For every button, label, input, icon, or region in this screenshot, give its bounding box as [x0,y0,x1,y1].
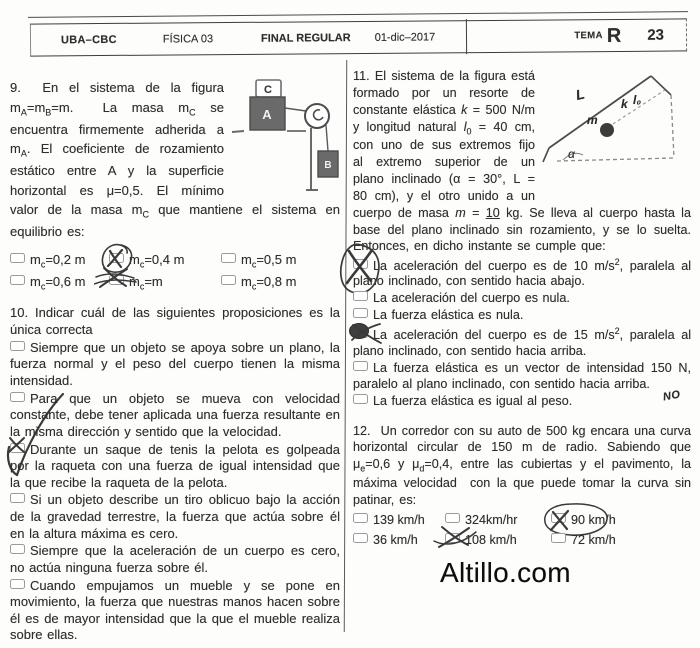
option-text: La aceleración del cuerpo es nula. [373,291,570,306]
question-9-text: 9. En el sistema de la figura $m_A=m_B=m$. La masa $m_C$ se encuentra firmemente adherida a $m_A$. El coeficiente de rozamiento estático entre A y la superficie horizontal es μ=0,5. El mínimo valor de la masa $m_C$ que mantiene el sistema en equilibrio es: [10,80,340,240]
q9-option-3[interactable] [221,252,340,270]
block-c-label: C [264,84,272,96]
tema-value: R [606,24,622,47]
header-course: FÍSICA 03 [162,32,214,46]
option-checkbox[interactable] [353,328,368,338]
question-11 [353,68,691,410]
ground-hatch [232,131,244,132]
q10-option-1[interactable] [10,340,340,390]
option-checkbox[interactable] [221,253,236,263]
option-label: 139 km/h [373,512,425,527]
altillo-watermark: Altillo.com [440,557,571,588]
option-checkbox[interactable] [353,394,368,404]
option-label: 72 km/h [571,532,616,547]
option-text: Si un objeto describe un tiro oblicuo bajo la acción de la gravedad terrestre, la fuerza que actúa sobre él en la altura máxima es cero. [10,492,340,541]
option-checkbox[interactable] [551,513,566,523]
right-column [353,68,691,547]
incline-right-edge [671,95,674,158]
option-text: La aceleración del cuerpo es de 10 $m/s^2$, paralela al plano inclinado, con sentido hacia abajo. [353,256,691,289]
q10-option-4[interactable] [10,492,340,542]
question-9 [10,78,340,292]
block-a-label: A [262,107,272,122]
q11-option-4[interactable] [353,325,691,359]
q12-option-5[interactable] [445,533,551,547]
option-checkbox[interactable] [10,493,25,503]
question-12-text: 12. Un corredor con su auto de 500 kg encara una curva horizontal circular de 150 m de radio. Sabiendo que $\mu_e=0,6$ y $\mu_d=0,4$, entre las cubiertas y el pavimento, la máxima velocidad con la que puede tomar la curva sin patinar, es: [353,423,691,507]
header-institution: UBA–CBC [60,33,117,46]
option-checkbox[interactable] [10,544,25,554]
label-alpha: α [568,147,575,161]
label-m: m [587,113,598,127]
q12-option-2[interactable] [445,513,551,527]
question-12-options [353,513,691,547]
q9-option-5[interactable] [109,274,221,292]
option-text: Cuando empujamos un mueble y se pone en movimiento, la fuerza que nuestras manos hacen sobre él es de mayor intensidad que la que el mueble realiza sobre ellas. [10,577,340,643]
option-checkbox[interactable] [10,275,25,285]
q10-option-6[interactable] [10,578,340,645]
q12-option-3[interactable] [551,513,691,527]
option-checkbox[interactable] [109,275,124,285]
option-text: La fuerza elástica es igual al peso. [373,393,573,408]
q12-option-4[interactable] [353,533,445,547]
option-text: La aceleración del cuerpo es de 15 $m/s^2$, paralela al plano inclinado, con sentido hacia arriba. [353,325,691,358]
left-column [10,78,340,645]
option-label: $m_c=0,8$ m [241,274,297,292]
option-label: 324km/hr [465,512,518,527]
option-text: Durante un saque de tenis la pelota es golpeada por la raqueta con una fuerza de igual intensidad que la que recibe la raqueta de la pelota. [10,441,340,490]
header-exam-type: FINAL REGULAR [260,31,351,45]
q9-option-1[interactable] [10,252,109,270]
option-checkbox[interactable] [221,275,236,285]
pulley-icon [305,104,329,128]
option-label: 108 km/h [465,532,517,547]
option-checkbox[interactable] [445,533,460,543]
mass-dot [600,123,614,137]
option-checkbox[interactable] [353,533,368,543]
option-checkbox[interactable] [353,291,368,301]
option-checkbox[interactable] [353,308,368,318]
block-b-label: B [324,160,332,171]
label-L: L [574,85,586,103]
option-checkbox[interactable] [353,513,368,523]
option-checkbox[interactable] [10,341,25,351]
option-checkbox[interactable] [353,361,368,371]
option-label: $m_c=m$ [129,274,163,292]
header-tema-block [466,19,686,52]
q11-option-1[interactable] [353,256,691,290]
top-edge-line [28,11,688,18]
q12-option-1[interactable] [353,513,445,527]
rope-vertical [326,125,328,151]
handwritten-no-note: NO [662,388,682,404]
question-11-text: 11. El sistema de la figura está formado por un resorte de constante elástica k = 500 N/m y longitud natural $l_0 = 40$ cm, con uno de sus extremos fijo al extremo superior de un plano inclinado (α = 30°, L = 80 cm), y el otro unido a un cuerpo de masa m = 10 kg. Se lleva al cuerpo hasta la base del plano inclinado sin rozamiento, y se lo suelta. Entonces, en dicho instante se cumple que: [353,69,691,254]
exam-number: 23 [647,26,665,44]
question-12 [353,423,691,547]
option-label: $m_c=0,4$ m [129,251,185,270]
incline-foot [543,148,549,162]
option-checkbox[interactable] [445,513,460,523]
exam-header [30,18,687,56]
option-label: $m_c=0,6$ m [30,274,86,292]
q9-option-4[interactable] [10,274,109,292]
rope-horizontal [285,108,306,111]
question-9-figure [232,78,340,198]
header-date: 01-dic–2017 [374,30,436,44]
incline-top-edge [651,76,671,95]
q10-option-2[interactable] [10,391,340,441]
q9-option-6[interactable] [221,274,340,292]
option-text: Siempre que la aceleración de un cuerpo es cero, no actúa ninguna fuerza sobre él. [10,543,340,575]
question-11-figure [541,68,691,188]
option-label: 36 km/h [373,532,418,547]
option-checkbox[interactable] [10,579,25,589]
label-k: k [621,97,628,111]
option-checkbox[interactable] [551,533,566,543]
question-9-options [10,252,340,292]
q11-option-2[interactable] [353,291,691,307]
option-text: Para que un objeto se mueva con velocidad constante, debe tener aplicada una fuerza resultante en la misma dirección y sentido que la velocidad. [10,390,340,439]
q11-option-6[interactable] [353,394,691,410]
label-l0: l₀ [633,93,642,107]
option-checkbox[interactable] [10,443,25,453]
column-divider [344,60,347,632]
q10-option-3[interactable] [10,442,340,492]
option-text: Siempre que un objeto se apoya sobre un plano, la fuerza normal y el peso del cuerpo tienen la misma intensidad. [10,339,340,388]
incline-surface [549,76,651,148]
q10-option-5[interactable] [10,543,340,576]
option-label: $m_c=0,2$ m [30,251,86,270]
option-checkbox[interactable] [353,259,368,269]
tema-label: TEMA [574,30,603,42]
question-10 [10,305,340,644]
q9-option-2[interactable] [109,252,221,270]
option-label: $m_c=0,5$ m [241,251,297,270]
option-label: 90 km/h [571,512,616,527]
option-text: La fuerza elástica es nula. [373,308,524,323]
option-text: La fuerza elástica es un vector de intensidad 150 N, paralelo al plano inclinado, con sentido hacia arriba. [353,360,691,391]
q12-option-6[interactable] [551,533,691,547]
option-checkbox[interactable] [10,392,25,402]
question-10-title: 10. Indicar cuál de las siguientes proposiciones es la única correcta [10,304,340,337]
q11-option-3[interactable] [353,308,691,324]
option-checkbox[interactable] [10,253,25,263]
option-checkbox[interactable] [109,253,124,263]
q11-option-5[interactable] [353,361,691,393]
